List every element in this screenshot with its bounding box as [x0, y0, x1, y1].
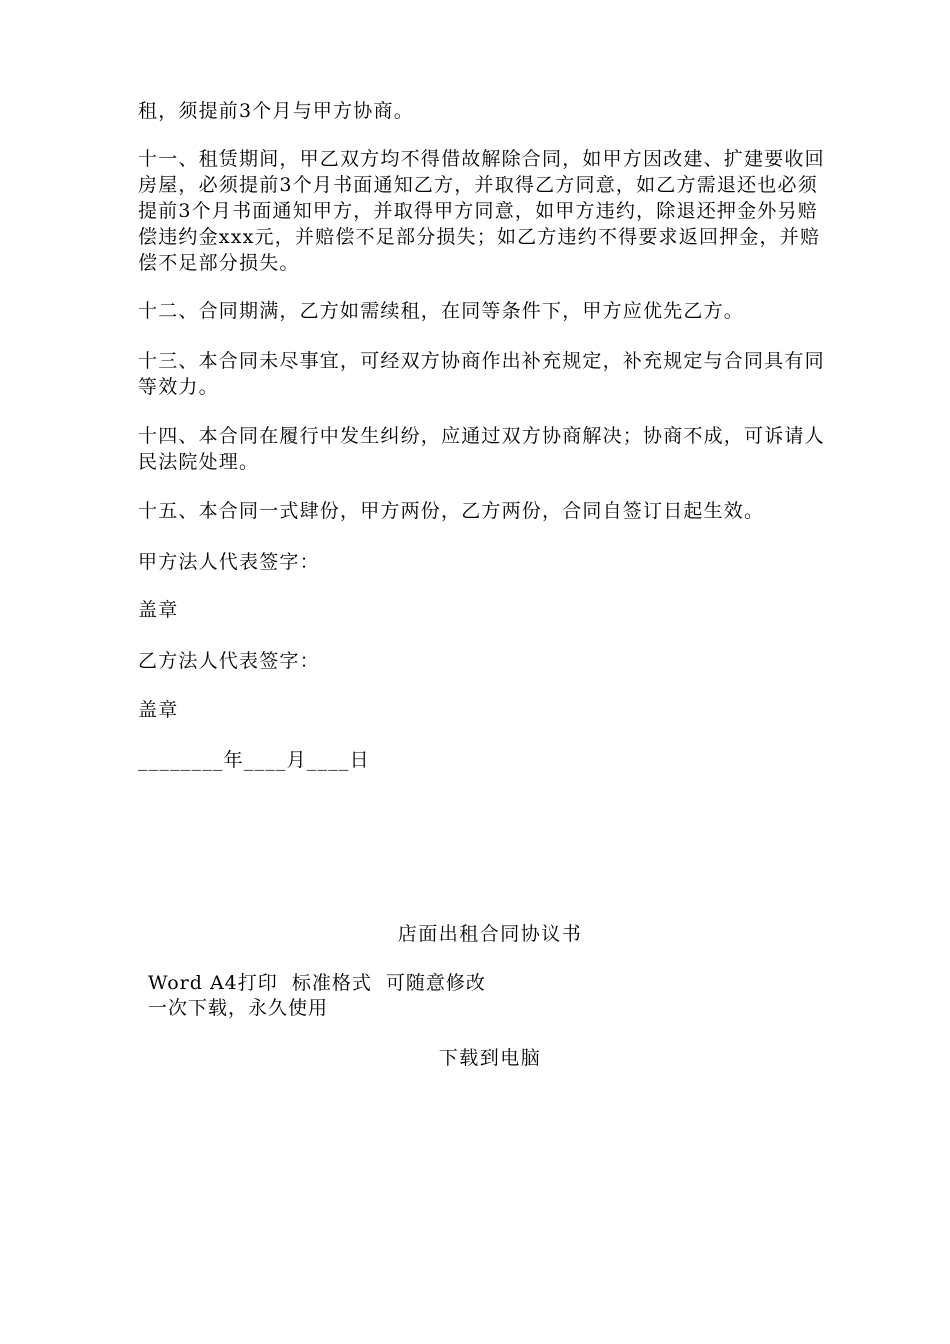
clause-fifteen: 十五、本合同一式肆份，甲方两份，乙方两份，合同自签订日起生效。 — [138, 500, 765, 522]
clause-eleven: 十一、租赁期间，甲乙双方均不得借故解除合同，如甲方因改建、扩建要收回房屋，必须提前3个月书面通知乙方，并取得乙方同意，如乙方需退还也必须提前3个月书面通知甲方，并取得甲方同意，如甲方违约，除退还押金外另赔偿违约金xxx元，并赔偿不足部分损失；如乙方违约不得要求返回押金，并赔偿不足部分损失。 — [138, 148, 825, 274]
footer-title: 店面出租合同协议书 — [397, 923, 583, 945]
download-to-computer-link[interactable]: 下载到电脑 — [438, 1047, 542, 1069]
clause-thirteen: 十三、本合同未尽事宜，可经双方协商作出补充规定，补充规定与合同具有同等效力。 — [138, 350, 825, 398]
footer-usage-note: 一次下载，永久使用 — [148, 997, 329, 1019]
clause-fourteen: 十四、本合同在履行中发生纠纷，应通过双方协商解决；协商不成，可诉请人民法院处理。 — [138, 425, 825, 473]
party-a-seal-label: 盖章 — [138, 599, 179, 621]
party-b-signature-label: 乙方法人代表签字： — [138, 650, 320, 672]
clause-ten-continued: 租，须提前3个月与甲方协商。 — [138, 100, 414, 122]
footer-format-note: Word A4打印 标准格式 可随意修改 — [148, 972, 486, 994]
party-a-signature-label: 甲方法人代表签字： — [138, 551, 320, 573]
clause-twelve: 十二、合同期满，乙方如需续租，在同等条件下，甲方应优先乙方。 — [138, 300, 745, 322]
party-b-seal-label: 盖章 — [138, 699, 179, 721]
date-line: ________年____月____日 — [138, 749, 370, 771]
